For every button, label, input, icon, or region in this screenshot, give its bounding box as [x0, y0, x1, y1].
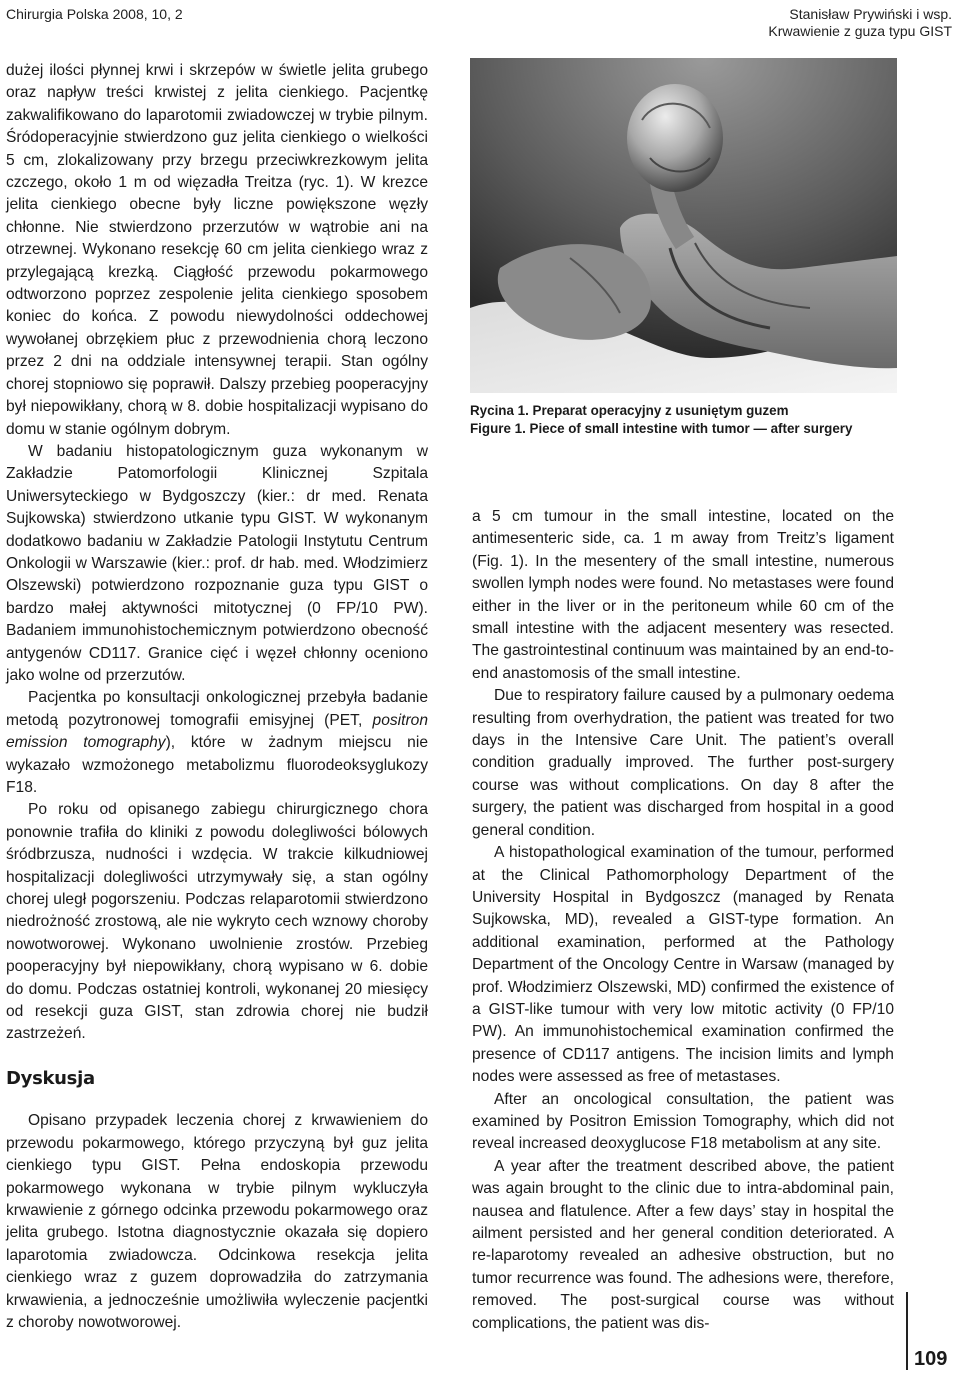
italic-term: positron emission tomography [6, 711, 428, 752]
paragraph: a 5 cm tumour in the small intestine, located on the antimesenteric side, ca. 1 m away from Treitz’s ligament (Fig. 1). In the mesentery of the small intestine, numerous swollen lymph nodes were found. No metastases were found either in the liver or in the peritoneum while 60 cm of the small intestine with the adjacent mesentery was resected. The gastrointestinal continuum was maintained by an end-to-end anastomosis of the small intestine. [472, 508, 894, 682]
paragraph: After an oncological consultation, the patient was examined by Positron Emission Tomography, which did not reveal increased deoxyglucose F18 metabolism at any site. [472, 1090, 894, 1153]
left-column [6, 60, 428, 1334]
page-number-rule [906, 1292, 908, 1370]
caption-polish: Rycina 1. Preparat operacyjny z usuniętym guzem [470, 403, 789, 418]
header-running-title: Krwawienie z guza typu GIST [768, 23, 952, 39]
paragraph: Po roku od opisanego zabiegu chirurgicznego chora ponownie trafiła do kliniki z powodu dolegliwości bólowych śródbrzusza, nudności i wzdęcia. W trakcie kilkudniowej hospitalizacji dolegliwości utrzymywały się, a stan ogólny chorej uległ pogorszeniu. Podczas relaparotomii stwierdzono niedrożność zrostową, ale nie wykryto cech wznowy choroby nowotworowej. Wykonano uwolnienie zrostów. Przebieg pooperacyjny był niepowikłany, chorą wypisano w 6. dobie do domu. Podczas ostatniej kontroli, wykonanej 20 miesięcy od resekcji guza GIST, stan zdrowia chorej nie budził zastrzeżeń. [6, 801, 428, 1043]
header-authors: Stanisław Prywiński i wsp. [789, 6, 952, 22]
specimen-illustration [470, 58, 897, 393]
paragraph: A year after the treatment described above, the patient was again brought to the clinic due to intra-abdominal pain, nausea and flatulence. After a few days’ stay in hospital the ailment persisted and her general condition deteriorated. A re-laparotomy revealed an adhesive obstruction, but no tumor recurrence was found. The adhesions were, therefore, removed. The post-surgical course was without complications, the patient was dis- [472, 1157, 894, 1332]
paragraph: A histopathological examination of the tumour, performed at the Clinical Pathomorphology Department of the University Hospital in Bydgoszcz (managed by Renata Sujkowska, MD), revealed a GIST-type formation. An additional examination, performed at the Pathology Department of the Oncology Centre in Warsaw (managed by prof. Włodzimierz Olszewski, MD) confirmed the existence of a GIST-like tumour with very low mitotic activity (0 FP/10 PW). An immunohistochemical examination confirmed the presence of CD117 antigens. The incision limits and lymph nodes were assessed as free of metastases. [472, 844, 894, 1086]
paragraph: Due to respiratory failure caused by a pulmonary oedema resulting from overhydration, the patient was treated for two days in the Intensive Care Unit. The patient’s overall condition gradually improved. The further post-surgery course was without complications. On day 8 after the surgery, the patient was discharged from hospital in a good general condition. [472, 687, 894, 839]
caption-english: Figure 1. Piece of small intestine with tumor — after surgery [470, 421, 853, 436]
surgical-specimen-photo [470, 58, 897, 393]
page-number: 109 [914, 1348, 948, 1370]
paragraph: Pacjentka po konsultacji onkologicznej przebyła badanie metodą pozytronowej tomografii emisyjnej (PET, positron emission tomography), które w żadnym miejscu nie wykazało wzmożonego metabolizmu fluorodeoksyglukozy F18. [6, 689, 428, 796]
figure-caption [470, 402, 852, 438]
running-header [768, 6, 952, 40]
section-heading: Dyskusja [6, 1067, 95, 1089]
paragraph: dużej ilości płynnej krwi i skrzepów w świetle jelita grubego oraz napływ treści krwistej z jelita cienkiego. Pacjentkę zakwalifikowano do laparotomii zwiadowczej w trybie pilnym. Śródoperacyjnie stwierdzono guz jelita cienkiego o wielkości 5 cm, zlokalizowany przy brzegu przeciwkrezkowym jelita czczego, około 1 m od więzadła Treitza (ryc. 1). W krezce jelita cienkiego obecne były liczne powiększone węzły chłonne. Nie stwierdzono przerzutów w wątrobie ani na otrzewnej. Wykonano resekcję 60 cm jelita cienkiego wraz z przylegającą krezką. Ciągłość przewodu pokarmowego odtworzono poprzez zespolenie jelita cienkiego sposobem koniec do końca. Z powodu niewydolności oddechowej wywołanej obrzękiem płuc z przewodnienia chorą leczono przez 2 dni na oddziale intensywnej terapii. Stan ogólny chorej stopniowo się poprawił. Dalszy przebieg pooperacyjny był niepowikłany, chorą w 8. dobie hospitalizacji wypisano do domu w stanie ogólnym dobrym. [6, 62, 428, 438]
paragraph: W badaniu histopatologicznym guza wykonanym w Zakładzie Patomorfologii Klinicznej Szpitala Uniwersyteckiego w Bydgoszczy (kier.: dr med. Renata Sujkowska) stwierdzono utkanie typu GIST. W wykonanym dodatkowo badaniu w Zakładzie Patologii Instytutu Centrum Onkologii w Warszawie (kier.: prof. dr hab. med. Włodzimierz Olszewski) potwierdzono rozpoznanie guza typu GIST o bardzo małej aktywności mitotycznej (0 FP/10 PW). Badaniem immunohistochemicznym potwierdzono obecność antygenów CD117. Granice cięć i węzeł chłonny oceniono jako wolne od przerzutów. [6, 442, 428, 684]
right-column [472, 506, 894, 1335]
paragraph: Opisano przypadek leczenia chorej z krwawieniem do przewodu pokarmowego, którego przyczyną był guz jelita cienkiego typu GIST. Pełna endoskopia przewodu pokarmowego wykonana w trybie pilnym wykluczyła krwawienie z górnego odcinka przewodu pokarmowego oraz jelita grubego. Istotna diagnostycznie okazała się dopiero laparotomia zwiadowcza. Odcinkowa resekcja jelita cienkiego wraz z guzem doprowadziła do zatrzymania krwawienia, a jednocześnie umożliwiła wyleczenie pacjentki z choroby nowotworowej. [6, 1112, 428, 1331]
journal-header: Chirurgia Polska 2008, 10, 2 [6, 6, 183, 22]
